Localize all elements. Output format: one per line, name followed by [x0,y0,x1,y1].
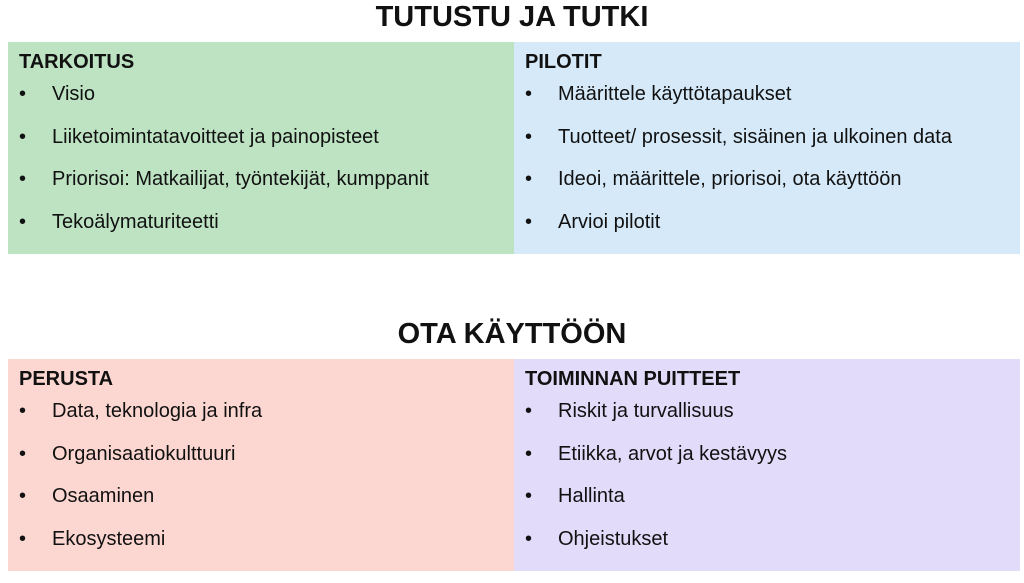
bullet-icon: • [19,83,27,105]
bullet-icon: • [525,400,533,422]
list-item-text: Priorisoi: Matkailijat, työntekijät, kumppanit [52,168,429,190]
bullet-icon: • [19,168,27,190]
bullet-icon: • [19,527,27,550]
list-tarkoitus [19,83,504,233]
list-item [525,485,1010,507]
bullet-icon: • [525,210,533,233]
list-item [525,83,1010,105]
section-title-tutustu-ja-tutki: TUTUSTU JA TUTKI [375,1,649,33]
list-item [525,211,1010,233]
list-item-text: Hallinta [558,485,625,507]
bullet-icon: • [525,83,533,105]
list-item-text: Tuotteet/ prosessit, sisäinen ja ulkoinen data [558,125,952,148]
box-perusta [8,359,514,571]
list-perusta [19,400,504,550]
bullet-icon: • [525,485,533,507]
list-item [19,126,504,148]
list-pilotit [525,83,1010,233]
list-item-text: Osaaminen [52,485,155,507]
box-toiminnan-puitteet [514,359,1020,571]
bullet-icon: • [525,125,533,148]
list-item [525,126,1010,148]
list-item [19,400,504,422]
list-item [525,443,1010,465]
box-heading-pilotit: PILOTIT [525,51,602,73]
list-item [19,168,504,190]
box-heading-perusta: PERUSTA [19,368,114,390]
bullet-icon: • [19,442,27,465]
bullet-icon: • [19,210,27,233]
list-item-text: Data, teknologia ja infra [52,400,263,422]
list-item [525,528,1010,550]
bullet-icon: • [525,442,533,465]
list-toiminnan-puitteet [525,400,1010,550]
list-item-text: Määrittele käyttötapaukset [558,83,792,105]
section-title-ota-kayttoon: OTA KÄYTTÖÖN [397,318,627,350]
list-item-text: Tekoälymaturiteetti [52,210,219,233]
bullet-icon: • [19,485,27,507]
list-item [19,83,504,105]
box-heading-tarkoitus: TARKOITUS [19,51,135,73]
box-pilotit [514,42,1020,254]
list-item [19,485,504,507]
list-item-text: Ohjeistukset [558,527,669,550]
list-item-text: Arvioi pilotit [558,210,661,233]
list-item-text: Visio [52,83,95,105]
list-item-text: Ekosysteemi [52,527,166,550]
list-item [19,528,504,550]
list-item-text: Riskit ja turvallisuus [558,400,734,422]
bullet-icon: • [525,527,533,550]
list-item-text: Liiketoimintatavoitteet ja painopisteet [52,125,379,148]
box-heading-toiminnan-puitteet: TOIMINNAN PUITTEET [525,368,741,390]
list-item-text: Ideoi, määrittele, priorisoi, ota käyttöön [558,168,902,190]
list-item-text: Organisaatiokulttuuri [52,442,236,465]
list-item [525,400,1010,422]
list-item [525,168,1010,190]
list-item [19,443,504,465]
bullet-icon: • [525,168,533,190]
list-item-text: Etiikka, arvot ja kestävyys [558,442,787,465]
list-item [19,211,504,233]
bullet-icon: • [19,400,27,422]
box-tarkoitus [8,42,514,254]
bullet-icon: • [19,125,27,148]
